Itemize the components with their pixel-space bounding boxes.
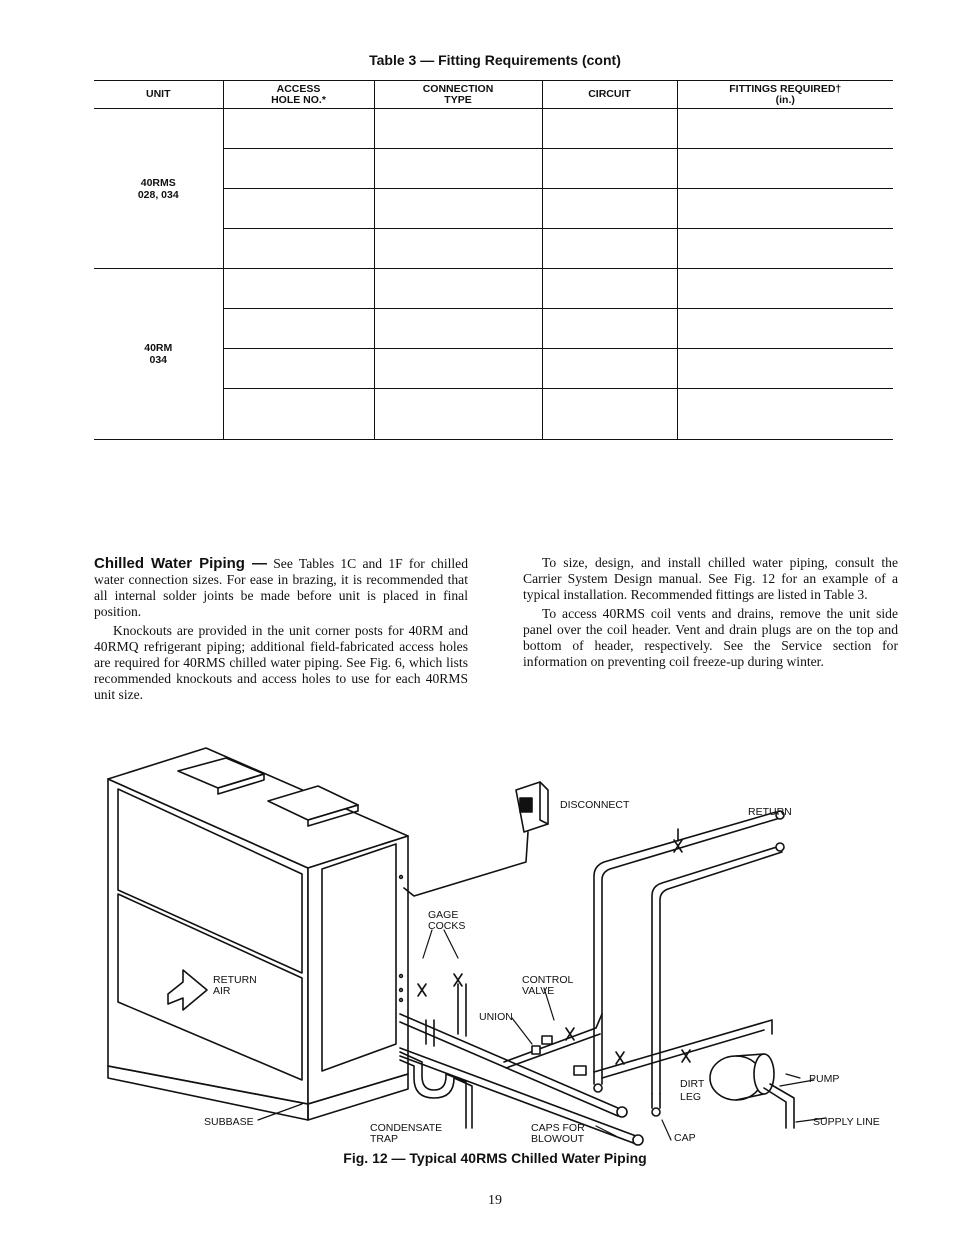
label-disconnect: DISCONNECT <box>560 799 630 811</box>
label-gage-cocks-2: COCKS <box>428 920 466 932</box>
table-title: Table 3 — Fitting Requirements (cont) <box>369 52 621 68</box>
gage-cock-icon <box>418 974 462 996</box>
page-number: 19 <box>488 1193 502 1208</box>
table-row <box>94 109 893 149</box>
table-row <box>94 269 893 309</box>
label-dirt-leg-1: DIRT <box>680 1078 705 1090</box>
header-fittings-required: FITTINGS REQUIRED† (in.) <box>677 81 893 109</box>
unit-cell-40rm: 40RM 034 <box>94 269 223 440</box>
disconnect-switch-icon <box>516 782 548 832</box>
header-circuit: CIRCUIT <box>542 81 677 109</box>
label-condensate-trap-1: CONDENSATE <box>370 1122 443 1134</box>
header-access-hole: ACCESS HOLE NO.* <box>223 81 374 109</box>
paragraph-chilled-water: Chilled Water Piping — See Tables 1C and 1F for chilled water connection sizes. For ease in brazing, it is recommended that all internal solder joints be made before unit is placed in final position. <box>94 555 469 619</box>
label-return-air-2: AIR <box>213 985 231 997</box>
label-return: RETURN <box>748 806 792 818</box>
label-caps-blowout-2: BLOWOUT <box>531 1133 585 1145</box>
left-column <box>94 555 468 706</box>
header-pipe-upper <box>400 1014 618 1116</box>
disconnect-wire <box>404 832 528 896</box>
header-unit: UNIT <box>94 81 223 109</box>
header-connection-type: CONNECTION TYPE <box>374 81 542 109</box>
pump-icon <box>710 1054 774 1100</box>
control-valve-icon <box>542 1036 552 1044</box>
figure-caption: Fig. 12 — Typical 40RMS Chilled Water Piping <box>343 1150 647 1166</box>
paragraph-knockouts: Knockouts are provided in the unit corner posts for 40RM and 40RMQ refrigerant piping; additional field-fabricated access holes are required for 40RMS chilled water piping. See Fig. 6, which lists recommended knockouts and access holes to use for each 40RMS unit size. <box>94 623 468 702</box>
supply-line-pipe <box>764 1084 794 1128</box>
label-subbase: SUBBASE <box>204 1116 254 1128</box>
label-return-air-1: RETURN <box>213 974 257 986</box>
label-cap: CAP <box>674 1132 696 1144</box>
return-riser-pipe <box>594 812 780 1084</box>
condensate-trap-pipe <box>400 1052 472 1128</box>
label-dirt-leg-2: LEG <box>680 1091 702 1103</box>
paragraph-coil-access: To access 40RMS coil vents and drains, remove the unit side panel over the coil header. Vent and drain plugs are on the top and bottom of header, respectively. See the Service section for information on preventing coil freeze-up during winter. <box>523 606 898 669</box>
label-gage-cocks-1: GAGE <box>428 909 459 921</box>
label-control-valve-1: CONTROL <box>522 974 574 986</box>
label-union: UNION <box>479 1011 513 1023</box>
fitting-requirements-table <box>94 80 893 440</box>
label-pump: PUMP <box>809 1073 840 1085</box>
label-condensate-trap-2: TRAP <box>370 1133 399 1145</box>
dirt-leg-pipe <box>652 1094 660 1108</box>
union-icon <box>532 1046 540 1054</box>
label-caps-blowout-1: CAPS FOR <box>531 1122 585 1134</box>
control-valve-line <box>504 1014 602 1068</box>
unit-cell-40rms: 40RMS 028, 034 <box>94 109 223 269</box>
label-control-valve-2: VALVE <box>522 985 555 997</box>
section-heading: Chilled Water Piping — <box>94 555 267 572</box>
right-column <box>523 555 898 673</box>
paragraph-design-manual: To size, design, and install chilled water piping, consult the Carrier System Design manual. See Fig. 12 for an example of a typical installation. Recommended fittings are listed in Table 3. <box>523 555 898 602</box>
piping-diagram <box>96 744 896 1154</box>
label-supply-line: SUPPLY LINE <box>813 1116 880 1128</box>
air-handler-unit <box>108 748 408 1120</box>
table-header-row <box>94 81 893 109</box>
